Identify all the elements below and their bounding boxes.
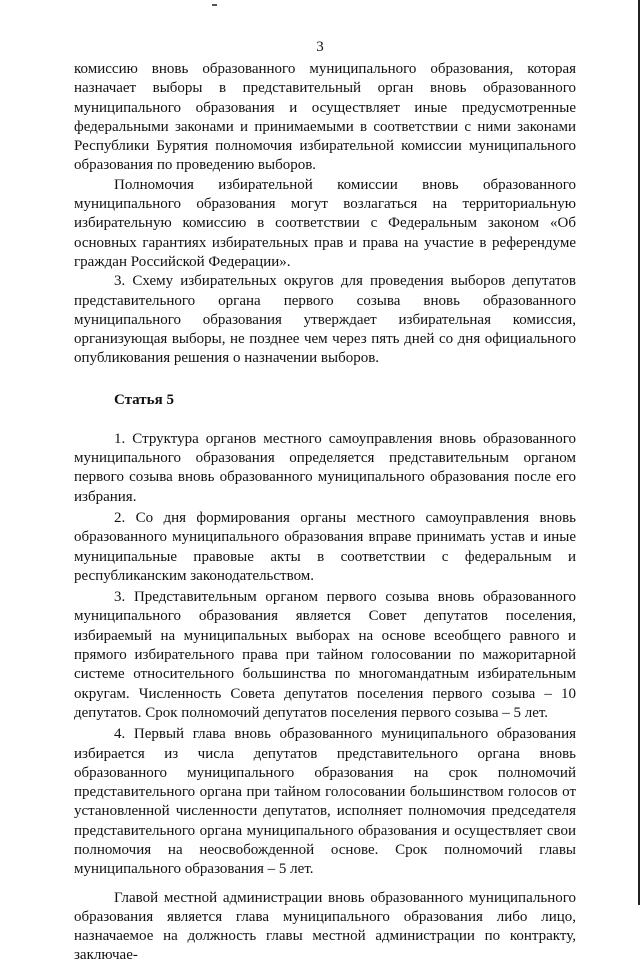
paragraph-continuation: комиссию вновь образованного муниципального образования, которая назначает выборы в представительный орган вновь образованного муниципального образования и осуществляет иные предусмотренные федеральными законами и принимаемыми в соответствии с ними законами Республики Бурятия полномочия избирательной комиссии муниципального образования по проведению выборов. (74, 61, 576, 174)
article-paragraph-4: 4. Первый глава вновь образованного муниципального образования избирается из числа депутатов представительного органа вновь образованного муниципального образования на срок полномочий представительного органа при тайном голосовании большинством голосов от установленной численности депутатов, исполняет полномочия председателя представительного органа муниципального образования и осуществляет свои полномочия на неосвобожденной основе. Срок полномочий главы муниципального образования – 5 лет. (74, 726, 576, 878)
article-paragraph-1: 1. Структура органов местного самоуправления вновь образованного муниципального образования определяется представительным органом первого созыва вновь образованного муниципального образования после его избрания. (74, 430, 576, 505)
article-paragraph-3: 3. Представительным органом первого созыва вновь образованного муниципального образования является Совет депутатов поселения, избираемый на муниципальных выборах на основе всеобщего равного и прямого избирательного права при тайном голосовании по мажоритарной системе относительного большинства по многомандатным избирательным округам. Численность Совета депутатов поселения первого созыва – 10 депутатов. Срок полномочий депутатов поселения первого созыва – 5 лет. (74, 589, 576, 721)
page-number: 3 (316, 39, 324, 55)
article-paragraph-2: 2. Со дня формирования органы местного самоуправления вновь образованного муниципального образования вправе принимать устав и иные муниципальные правовые акты в соответствии с федеральным и республиканским законодательством. (74, 509, 576, 584)
paragraph-district-scheme: 3. Схему избирательных округов для проведения выборов депутатов представительного органа первого созыва вновь образованного муниципального образования утверждает избирательная комиссия, организующая выборы, не позднее чем через пять дней со дня официального опубликования решения о назначении выборов. (74, 273, 576, 367)
document-body (74, 60, 576, 966)
article-title: Статья 5 (114, 391, 174, 408)
paragraph-commission-powers: Полномочия избирательной комиссии вновь образованного муниципального образования могут возлагаться на территориальную избирательную комиссию в соответствии с Федеральным законом «Об основных гарантиях избирательных прав и права на участие в референдуме граждан Российской Федерации». (74, 176, 576, 270)
scan-mark (212, 4, 217, 6)
article-paragraph-5: Главой местной администрации вновь образованного муниципального образования является глава муниципального образования либо лицо, назначаемое на должность главы местной администрации по контракту, заключае- (74, 889, 576, 964)
